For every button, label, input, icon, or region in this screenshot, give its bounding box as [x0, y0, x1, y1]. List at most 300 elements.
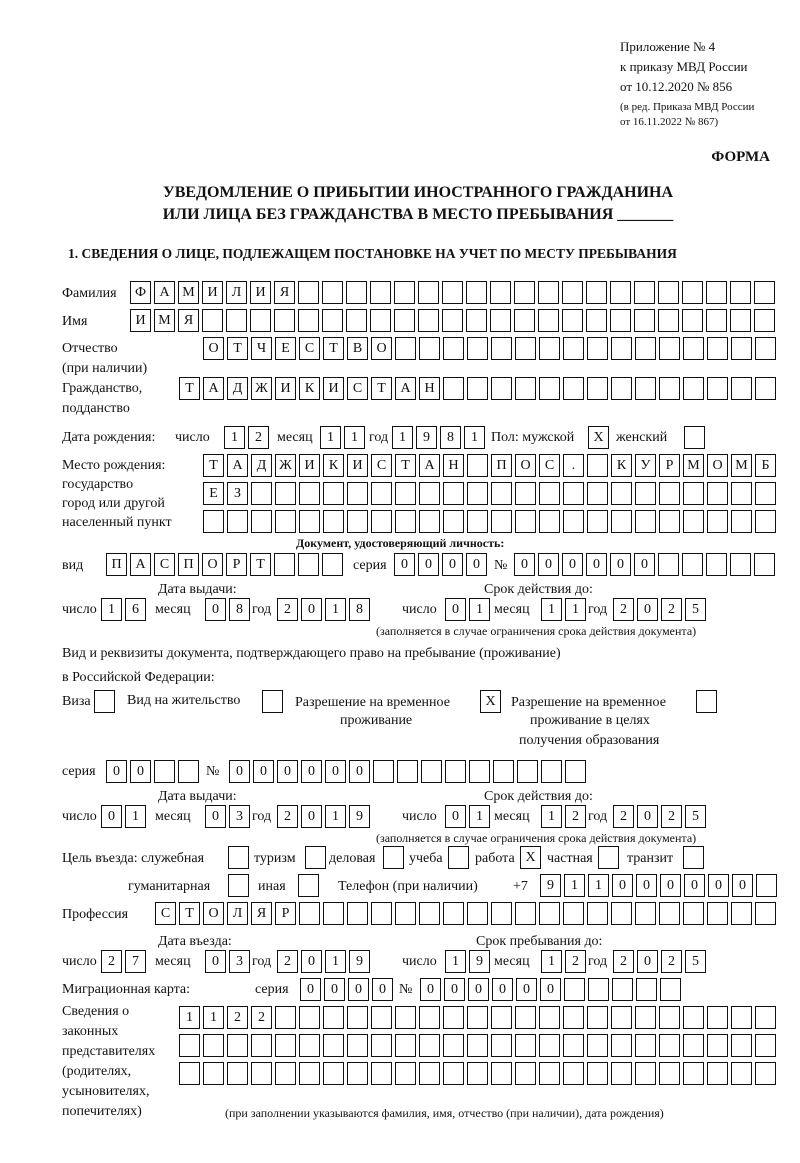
char-cell[interactable]: 1	[445, 950, 466, 973]
char-cell[interactable]	[683, 510, 704, 533]
checkbox[interactable]	[684, 426, 705, 449]
char-cell[interactable]	[515, 1006, 536, 1029]
char-cell[interactable]	[347, 482, 368, 505]
char-cell[interactable]	[251, 510, 272, 533]
char-cell[interactable]	[395, 902, 416, 925]
char-cell[interactable]	[754, 309, 775, 332]
char-cell[interactable]: 1	[541, 598, 562, 621]
char-cell[interactable]: 0	[106, 760, 127, 783]
char-cell[interactable]	[730, 309, 751, 332]
char-cell[interactable]	[635, 1006, 656, 1029]
char-cell[interactable]: 2	[277, 598, 298, 621]
char-cell[interactable]	[419, 1062, 440, 1085]
char-cell[interactable]	[565, 760, 586, 783]
char-cell[interactable]	[443, 337, 464, 360]
char-cell[interactable]	[707, 1034, 728, 1057]
char-cell[interactable]: 1	[565, 598, 586, 621]
char-cell[interactable]: И	[299, 454, 320, 477]
char-cell[interactable]: М	[731, 454, 752, 477]
char-cell[interactable]	[395, 1034, 416, 1057]
char-cell[interactable]: А	[395, 377, 416, 400]
char-cell[interactable]: К	[299, 377, 320, 400]
char-cell[interactable]: А	[154, 281, 175, 304]
char-cell[interactable]: 2	[613, 598, 634, 621]
char-cell[interactable]	[659, 1006, 680, 1029]
char-cell[interactable]: 2	[613, 805, 634, 828]
char-cell[interactable]: 2	[661, 805, 682, 828]
char-cell[interactable]	[443, 902, 464, 925]
char-cell[interactable]: Я	[251, 902, 272, 925]
char-cell[interactable]	[731, 337, 752, 360]
char-cell[interactable]	[323, 902, 344, 925]
char-cell[interactable]	[442, 309, 463, 332]
char-cell[interactable]	[347, 1034, 368, 1057]
char-cell[interactable]: 1	[469, 805, 490, 828]
char-cell[interactable]	[202, 309, 223, 332]
char-cell[interactable]: 0	[468, 978, 489, 1001]
char-cell[interactable]: И	[275, 377, 296, 400]
char-cell[interactable]: О	[515, 454, 536, 477]
char-cell[interactable]: 8	[349, 598, 370, 621]
char-cell[interactable]: 0	[205, 805, 226, 828]
char-cell[interactable]: 5	[685, 950, 706, 973]
char-cell[interactable]: 0	[301, 805, 322, 828]
char-cell[interactable]: 8	[229, 598, 250, 621]
char-cell[interactable]: М	[178, 281, 199, 304]
char-cell[interactable]: 2	[227, 1006, 248, 1029]
char-cell[interactable]: 1	[344, 426, 365, 449]
char-cell[interactable]: 1	[588, 874, 609, 897]
char-cell[interactable]: У	[635, 454, 656, 477]
char-cell[interactable]	[370, 309, 391, 332]
char-cell[interactable]	[467, 1006, 488, 1029]
char-cell[interactable]	[564, 978, 585, 1001]
char-cell[interactable]: Т	[203, 454, 224, 477]
char-cell[interactable]: 2	[251, 1006, 272, 1029]
char-cell[interactable]	[562, 281, 583, 304]
char-cell[interactable]: 0	[634, 553, 655, 576]
char-cell[interactable]	[299, 1034, 320, 1057]
char-cell[interactable]: Д	[227, 377, 248, 400]
char-cell[interactable]: 2	[661, 950, 682, 973]
char-cell[interactable]	[298, 309, 319, 332]
checkbox[interactable]: X	[588, 426, 609, 449]
char-cell[interactable]	[347, 510, 368, 533]
char-cell[interactable]: Б	[755, 454, 776, 477]
char-cell[interactable]	[370, 281, 391, 304]
char-cell[interactable]	[443, 510, 464, 533]
char-cell[interactable]	[419, 482, 440, 505]
char-cell[interactable]: 0	[540, 978, 561, 1001]
char-cell[interactable]	[682, 553, 703, 576]
char-cell[interactable]	[419, 1034, 440, 1057]
char-cell[interactable]	[274, 553, 295, 576]
char-cell[interactable]: П	[178, 553, 199, 576]
char-cell[interactable]: В	[347, 337, 368, 360]
char-cell[interactable]	[707, 1062, 728, 1085]
char-cell[interactable]: 7	[125, 950, 146, 973]
char-cell[interactable]	[706, 553, 727, 576]
char-cell[interactable]	[467, 482, 488, 505]
char-cell[interactable]	[731, 1062, 752, 1085]
char-cell[interactable]: 2	[277, 950, 298, 973]
char-cell[interactable]	[347, 902, 368, 925]
char-cell[interactable]: 0	[516, 978, 537, 1001]
char-cell[interactable]: А	[419, 454, 440, 477]
char-cell[interactable]	[610, 281, 631, 304]
char-cell[interactable]: И	[130, 309, 151, 332]
char-cell[interactable]: 0	[732, 874, 753, 897]
char-cell[interactable]	[611, 1006, 632, 1029]
char-cell[interactable]: 0	[708, 874, 729, 897]
char-cell[interactable]	[682, 281, 703, 304]
char-cell[interactable]	[731, 1034, 752, 1057]
char-cell[interactable]	[562, 309, 583, 332]
char-cell[interactable]	[491, 1006, 512, 1029]
char-cell[interactable]	[611, 482, 632, 505]
char-cell[interactable]: 9	[469, 950, 490, 973]
char-cell[interactable]	[707, 1006, 728, 1029]
char-cell[interactable]: 0	[205, 950, 226, 973]
char-cell[interactable]	[634, 309, 655, 332]
char-cell[interactable]	[610, 309, 631, 332]
char-cell[interactable]	[611, 337, 632, 360]
checkbox[interactable]: X	[520, 846, 541, 869]
char-cell[interactable]	[659, 337, 680, 360]
char-cell[interactable]: 0	[610, 553, 631, 576]
char-cell[interactable]	[541, 760, 562, 783]
char-cell[interactable]: Л	[227, 902, 248, 925]
char-cell[interactable]	[563, 1006, 584, 1029]
char-cell[interactable]	[298, 281, 319, 304]
char-cell[interactable]: Т	[179, 902, 200, 925]
char-cell[interactable]	[635, 337, 656, 360]
char-cell[interactable]: 1	[469, 598, 490, 621]
char-cell[interactable]: 0	[253, 760, 274, 783]
char-cell[interactable]	[515, 482, 536, 505]
char-cell[interactable]	[731, 510, 752, 533]
char-cell[interactable]	[755, 337, 776, 360]
char-cell[interactable]	[467, 510, 488, 533]
char-cell[interactable]	[491, 377, 512, 400]
char-cell[interactable]	[755, 902, 776, 925]
char-cell[interactable]	[323, 482, 344, 505]
char-cell[interactable]	[635, 1034, 656, 1057]
char-cell[interactable]: 9	[349, 950, 370, 973]
char-cell[interactable]	[563, 1034, 584, 1057]
char-cell[interactable]	[226, 309, 247, 332]
char-cell[interactable]	[179, 1034, 200, 1057]
char-cell[interactable]: А	[227, 454, 248, 477]
char-cell[interactable]: П	[106, 553, 127, 576]
char-cell[interactable]	[611, 1062, 632, 1085]
char-cell[interactable]	[587, 510, 608, 533]
checkbox[interactable]	[696, 690, 717, 713]
char-cell[interactable]: И	[250, 281, 271, 304]
char-cell[interactable]	[275, 1034, 296, 1057]
char-cell[interactable]	[587, 377, 608, 400]
char-cell[interactable]	[755, 510, 776, 533]
char-cell[interactable]	[299, 510, 320, 533]
char-cell[interactable]	[443, 377, 464, 400]
char-cell[interactable]: 2	[613, 950, 634, 973]
char-cell[interactable]: К	[611, 454, 632, 477]
char-cell[interactable]	[683, 1006, 704, 1029]
char-cell[interactable]: 0	[130, 760, 151, 783]
char-cell[interactable]: 0	[418, 553, 439, 576]
char-cell[interactable]	[707, 377, 728, 400]
char-cell[interactable]: Т	[371, 377, 392, 400]
char-cell[interactable]: 2	[565, 805, 586, 828]
char-cell[interactable]	[563, 510, 584, 533]
char-cell[interactable]: 1	[125, 805, 146, 828]
char-cell[interactable]	[251, 1062, 272, 1085]
char-cell[interactable]	[395, 510, 416, 533]
char-cell[interactable]	[371, 1034, 392, 1057]
char-cell[interactable]	[467, 454, 488, 477]
char-cell[interactable]	[299, 1062, 320, 1085]
char-cell[interactable]: 0	[562, 553, 583, 576]
char-cell[interactable]: О	[203, 902, 224, 925]
char-cell[interactable]	[467, 1034, 488, 1057]
char-cell[interactable]: А	[130, 553, 151, 576]
char-cell[interactable]: Н	[419, 377, 440, 400]
char-cell[interactable]	[634, 281, 655, 304]
char-cell[interactable]: О	[202, 553, 223, 576]
char-cell[interactable]: С	[347, 377, 368, 400]
char-cell[interactable]: 8	[440, 426, 461, 449]
char-cell[interactable]	[491, 510, 512, 533]
char-cell[interactable]: 9	[416, 426, 437, 449]
char-cell[interactable]	[636, 978, 657, 1001]
char-cell[interactable]: И	[347, 454, 368, 477]
char-cell[interactable]: О	[371, 337, 392, 360]
char-cell[interactable]	[539, 377, 560, 400]
char-cell[interactable]	[490, 309, 511, 332]
char-cell[interactable]	[323, 1006, 344, 1029]
char-cell[interactable]: Ф	[130, 281, 151, 304]
char-cell[interactable]: 2	[277, 805, 298, 828]
char-cell[interactable]	[611, 1034, 632, 1057]
char-cell[interactable]: 0	[492, 978, 513, 1001]
char-cell[interactable]	[443, 482, 464, 505]
char-cell[interactable]	[397, 760, 418, 783]
char-cell[interactable]: 0	[372, 978, 393, 1001]
char-cell[interactable]	[323, 1034, 344, 1057]
char-cell[interactable]	[730, 281, 751, 304]
char-cell[interactable]	[445, 760, 466, 783]
char-cell[interactable]	[466, 309, 487, 332]
char-cell[interactable]: Я	[178, 309, 199, 332]
char-cell[interactable]	[683, 902, 704, 925]
char-cell[interactable]	[611, 510, 632, 533]
char-cell[interactable]	[731, 482, 752, 505]
char-cell[interactable]	[635, 1062, 656, 1085]
char-cell[interactable]	[299, 902, 320, 925]
char-cell[interactable]	[394, 281, 415, 304]
char-cell[interactable]: 0	[348, 978, 369, 1001]
char-cell[interactable]: 1	[101, 598, 122, 621]
char-cell[interactable]: 0	[514, 553, 535, 576]
char-cell[interactable]	[275, 1062, 296, 1085]
char-cell[interactable]	[539, 337, 560, 360]
char-cell[interactable]	[299, 482, 320, 505]
char-cell[interactable]: 5	[685, 805, 706, 828]
char-cell[interactable]	[563, 482, 584, 505]
char-cell[interactable]	[611, 902, 632, 925]
char-cell[interactable]	[371, 1006, 392, 1029]
char-cell[interactable]: 0	[277, 760, 298, 783]
char-cell[interactable]	[755, 482, 776, 505]
char-cell[interactable]	[707, 510, 728, 533]
char-cell[interactable]	[683, 1034, 704, 1057]
char-cell[interactable]: Р	[226, 553, 247, 576]
char-cell[interactable]	[659, 377, 680, 400]
char-cell[interactable]	[490, 281, 511, 304]
char-cell[interactable]	[251, 482, 272, 505]
char-cell[interactable]	[154, 760, 175, 783]
char-cell[interactable]	[754, 281, 775, 304]
char-cell[interactable]	[707, 337, 728, 360]
char-cell[interactable]	[227, 510, 248, 533]
char-cell[interactable]	[419, 1006, 440, 1029]
char-cell[interactable]	[491, 1034, 512, 1057]
checkbox[interactable]	[683, 846, 704, 869]
char-cell[interactable]	[587, 1062, 608, 1085]
char-cell[interactable]: Р	[275, 902, 296, 925]
char-cell[interactable]: 2	[661, 598, 682, 621]
char-cell[interactable]: Н	[443, 454, 464, 477]
char-cell[interactable]: 3	[229, 950, 250, 973]
char-cell[interactable]	[203, 1034, 224, 1057]
char-cell[interactable]	[730, 553, 751, 576]
char-cell[interactable]: 0	[444, 978, 465, 1001]
char-cell[interactable]: М	[154, 309, 175, 332]
char-cell[interactable]	[539, 482, 560, 505]
char-cell[interactable]	[322, 281, 343, 304]
char-cell[interactable]	[515, 510, 536, 533]
char-cell[interactable]	[250, 309, 271, 332]
char-cell[interactable]: Т	[395, 454, 416, 477]
char-cell[interactable]: 0	[636, 874, 657, 897]
char-cell[interactable]: 0	[637, 950, 658, 973]
char-cell[interactable]: 3	[229, 805, 250, 828]
char-cell[interactable]: О	[203, 337, 224, 360]
char-cell[interactable]	[539, 1062, 560, 1085]
char-cell[interactable]	[706, 309, 727, 332]
char-cell[interactable]	[467, 902, 488, 925]
char-cell[interactable]: 0	[101, 805, 122, 828]
char-cell[interactable]	[539, 510, 560, 533]
char-cell[interactable]	[587, 1006, 608, 1029]
char-cell[interactable]: Т	[250, 553, 271, 576]
checkbox[interactable]	[383, 846, 404, 869]
char-cell[interactable]	[755, 1062, 776, 1085]
char-cell[interactable]	[635, 377, 656, 400]
char-cell[interactable]: Р	[659, 454, 680, 477]
char-cell[interactable]: 1	[392, 426, 413, 449]
char-cell[interactable]	[275, 1006, 296, 1029]
char-cell[interactable]: С	[154, 553, 175, 576]
char-cell[interactable]	[275, 482, 296, 505]
char-cell[interactable]	[756, 874, 777, 897]
char-cell[interactable]	[469, 760, 490, 783]
char-cell[interactable]	[539, 1006, 560, 1029]
char-cell[interactable]	[731, 902, 752, 925]
char-cell[interactable]	[635, 902, 656, 925]
char-cell[interactable]	[373, 760, 394, 783]
char-cell[interactable]	[395, 337, 416, 360]
char-cell[interactable]	[347, 1006, 368, 1029]
char-cell[interactable]: 0	[324, 978, 345, 1001]
char-cell[interactable]: 1	[325, 805, 346, 828]
char-cell[interactable]: 1	[320, 426, 341, 449]
char-cell[interactable]	[419, 902, 440, 925]
char-cell[interactable]: Д	[251, 454, 272, 477]
char-cell[interactable]	[491, 902, 512, 925]
char-cell[interactable]: 0	[205, 598, 226, 621]
char-cell[interactable]: 0	[301, 950, 322, 973]
checkbox[interactable]	[298, 874, 319, 897]
char-cell[interactable]	[659, 1034, 680, 1057]
checkbox[interactable]: X	[480, 690, 501, 713]
char-cell[interactable]	[587, 454, 608, 477]
char-cell[interactable]: Ж	[275, 454, 296, 477]
char-cell[interactable]	[251, 1034, 272, 1057]
char-cell[interactable]	[227, 1062, 248, 1085]
char-cell[interactable]	[466, 281, 487, 304]
char-cell[interactable]	[323, 510, 344, 533]
char-cell[interactable]: Л	[226, 281, 247, 304]
char-cell[interactable]: 5	[685, 598, 706, 621]
char-cell[interactable]	[658, 553, 679, 576]
char-cell[interactable]	[419, 510, 440, 533]
char-cell[interactable]	[587, 337, 608, 360]
char-cell[interactable]	[754, 553, 775, 576]
char-cell[interactable]	[706, 281, 727, 304]
char-cell[interactable]	[635, 510, 656, 533]
char-cell[interactable]: С	[371, 454, 392, 477]
char-cell[interactable]	[493, 760, 514, 783]
char-cell[interactable]	[587, 902, 608, 925]
char-cell[interactable]: 0	[660, 874, 681, 897]
char-cell[interactable]: 0	[420, 978, 441, 1001]
char-cell[interactable]: 1	[564, 874, 585, 897]
char-cell[interactable]: 1	[541, 805, 562, 828]
char-cell[interactable]	[371, 510, 392, 533]
checkbox[interactable]	[305, 846, 326, 869]
char-cell[interactable]	[660, 978, 681, 1001]
char-cell[interactable]	[323, 1062, 344, 1085]
char-cell[interactable]: 0	[229, 760, 250, 783]
char-cell[interactable]	[563, 337, 584, 360]
char-cell[interactable]: Е	[203, 482, 224, 505]
checkbox[interactable]	[228, 874, 249, 897]
char-cell[interactable]	[588, 978, 609, 1001]
char-cell[interactable]	[371, 1062, 392, 1085]
char-cell[interactable]: С	[155, 902, 176, 925]
char-cell[interactable]	[203, 510, 224, 533]
char-cell[interactable]	[467, 1062, 488, 1085]
char-cell[interactable]	[731, 1006, 752, 1029]
char-cell[interactable]	[514, 309, 535, 332]
char-cell[interactable]: 0	[612, 874, 633, 897]
char-cell[interactable]: 0	[466, 553, 487, 576]
char-cell[interactable]	[515, 902, 536, 925]
char-cell[interactable]: 0	[586, 553, 607, 576]
char-cell[interactable]	[395, 1006, 416, 1029]
checkbox[interactable]	[94, 690, 115, 713]
